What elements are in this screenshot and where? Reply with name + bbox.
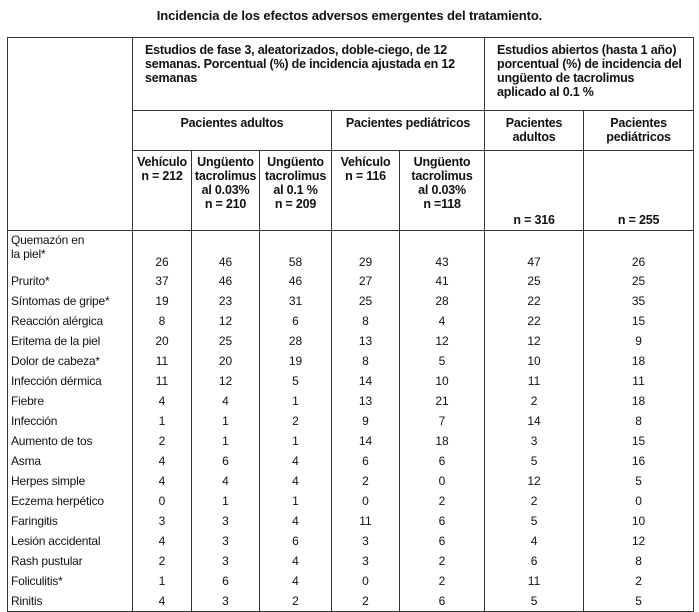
table-cell: 18 [584, 391, 694, 411]
table-cell: 18 [584, 351, 694, 371]
table-cell: 5 [485, 591, 584, 612]
table-cell: 4 [133, 451, 192, 471]
subheader-open-adults [485, 111, 584, 151]
row-label-line: Aumento de tos [11, 434, 93, 448]
table-row [8, 431, 694, 451]
row-label-line: Herpes simple [11, 474, 86, 488]
table-row [8, 311, 694, 331]
table-cell: 6 [192, 571, 260, 591]
table-cell: 2 [400, 551, 485, 571]
table-cell: 6 [485, 551, 584, 571]
row-label-line: Eritema de la piel [11, 334, 101, 348]
table-cell: 28 [400, 291, 485, 311]
table-cell: 4 [192, 471, 260, 491]
table-cell: 6 [400, 531, 485, 551]
table-cell: 4 [260, 551, 332, 571]
table-cell: 4 [133, 531, 192, 551]
table-cell: 19 [133, 291, 192, 311]
table-cell: 2 [485, 491, 584, 511]
table-cell: 4 [260, 451, 332, 471]
table-cell: 14 [332, 371, 400, 391]
row-label-line: Rinitis [11, 594, 43, 608]
table-cell: 26 [133, 231, 192, 272]
table-cell: 12 [485, 331, 584, 351]
table-cell: 22 [485, 311, 584, 331]
table-cell: 20 [133, 331, 192, 351]
table-cell: 29 [332, 231, 400, 272]
table-cell: 0 [400, 471, 485, 491]
table-cell: 3 [192, 531, 260, 551]
table-row [8, 571, 694, 591]
table-cell: 3 [192, 511, 260, 531]
row-label [8, 311, 133, 331]
table-row [8, 371, 694, 391]
table-cell: 1 [192, 491, 260, 511]
table-cell: 1 [260, 491, 332, 511]
column-header-line: tacrolimus [194, 169, 257, 183]
table-row [8, 511, 694, 531]
subheader-open-pediatric [584, 111, 694, 151]
column-header-line: n =118 [423, 197, 461, 211]
column-header-line: Vehículo [137, 155, 187, 169]
row-label-line: Quemazón en [11, 233, 85, 247]
table-cell: 8 [584, 411, 694, 431]
table-cell: 0 [133, 491, 192, 511]
table-cell: 10 [584, 511, 694, 531]
group-header-open: Estudios abiertos (hasta 1 año) porcentual (%) de incidencia del ungüento de tacrolimus aplicado al 0.1 % [485, 38, 694, 111]
row-label-line: Eczema herpético [11, 494, 104, 508]
table-cell: 2 [400, 491, 485, 511]
table-cell: 19 [260, 351, 332, 371]
table-cell: 6 [400, 511, 485, 531]
adverse-effects-table [7, 37, 694, 612]
table-cell: 43 [400, 231, 485, 272]
column-header [485, 151, 584, 231]
row-label-line: Rash pustular [11, 554, 83, 568]
row-label [8, 551, 133, 571]
table-cell: 6 [260, 311, 332, 331]
row-label [8, 291, 133, 311]
column-header-line: Ungüento [197, 155, 254, 169]
column-header [584, 151, 694, 231]
table-cell: 6 [192, 451, 260, 471]
subheader-open-adults-line2: adultos [512, 130, 556, 144]
table-cell: 11 [332, 511, 400, 531]
column-header-line: Ungüento [413, 155, 471, 169]
table-row [8, 491, 694, 511]
table-cell: 5 [485, 451, 584, 471]
column-header-line: Vehículo [340, 155, 391, 169]
table-cell: 4 [260, 571, 332, 591]
table-cell: 4 [485, 531, 584, 551]
column-header-line: n = 255 [617, 213, 660, 227]
table-cell: 18 [400, 431, 485, 451]
table-cell: 12 [192, 371, 260, 391]
row-label [8, 371, 133, 391]
table-cell: 5 [584, 591, 694, 612]
column-header-line: tacrolimus [264, 169, 327, 183]
table-cell: 2 [400, 571, 485, 591]
subheader-adults: Pacientes adultos [133, 111, 332, 151]
row-label-line: Prurito* [11, 274, 50, 288]
table-row [8, 391, 694, 411]
table-cell: 9 [584, 331, 694, 351]
table-cell: 4 [260, 471, 332, 491]
table-cell: 8 [332, 311, 400, 331]
column-header [332, 151, 400, 231]
table-cell: 11 [485, 571, 584, 591]
column-header-line: n = 210 [204, 197, 247, 211]
row-label [8, 431, 133, 451]
table-cell: 46 [260, 271, 332, 291]
table-cell: 4 [400, 311, 485, 331]
column-header [260, 151, 332, 231]
row-label [8, 451, 133, 471]
table-cell: 4 [192, 391, 260, 411]
table-cell: 46 [192, 271, 260, 291]
row-label-line: Dolor de cabeza* [11, 354, 100, 368]
row-label-line: Reacción alérgica [11, 314, 103, 328]
table-cell: 6 [332, 451, 400, 471]
row-label-line: Asma [11, 454, 41, 468]
table-cell: 3 [332, 531, 400, 551]
row-label-line: la piel* [11, 247, 46, 261]
table-cell: 5 [584, 471, 694, 491]
table-cell: 2 [260, 591, 332, 612]
table-cell: 5 [260, 371, 332, 391]
table-cell: 11 [133, 371, 192, 391]
row-label [8, 351, 133, 371]
table-cell: 4 [260, 511, 332, 531]
column-header-line: n = 316 [513, 213, 555, 227]
table-cell: 58 [260, 231, 332, 272]
table-row [8, 271, 694, 291]
row-label [8, 511, 133, 531]
row-label-line: Faringitis [11, 514, 58, 528]
subheader-open-adults-line1: Pacientes [505, 116, 563, 130]
table-row [8, 291, 694, 311]
table-cell: 12 [485, 471, 584, 491]
table-cell: 8 [332, 351, 400, 371]
table-cell: 5 [400, 351, 485, 371]
subheader-open-pediatric-line1: Pacientes [610, 116, 667, 130]
table-cell: 25 [332, 291, 400, 311]
subheader-pediatric: Pacientes pediátricos [332, 111, 485, 151]
table-cell: 3 [192, 591, 260, 612]
table-cell: 23 [192, 291, 260, 311]
row-label [8, 471, 133, 491]
row-label [8, 591, 133, 612]
table-cell: 1 [192, 431, 260, 451]
table-row [8, 551, 694, 571]
row-label-line: Lesión accidental [11, 534, 101, 548]
table-cell: 41 [400, 271, 485, 291]
row-label-line: Foliculitis* [11, 574, 63, 588]
row-label [8, 231, 133, 272]
table-cell: 6 [400, 451, 485, 471]
table-cell: 11 [485, 371, 584, 391]
table-cell: 1 [133, 571, 192, 591]
row-label-line: Fiebre [11, 394, 44, 408]
table-row [8, 591, 694, 612]
table-cell: 12 [192, 311, 260, 331]
table-row [8, 331, 694, 351]
table-cell: 2 [133, 431, 192, 451]
table-cell: 27 [332, 271, 400, 291]
column-header [133, 151, 192, 231]
row-label [8, 411, 133, 431]
column-header-line: Ungüento [267, 155, 324, 169]
table-row [8, 531, 694, 551]
table-cell: 10 [485, 351, 584, 371]
subheader-open-pediatric-line2: pediátricos [606, 130, 671, 144]
column-header-line: tacrolimus [411, 169, 473, 183]
table-cell: 31 [260, 291, 332, 311]
table-cell: 8 [133, 311, 192, 331]
table-cell: 11 [584, 371, 694, 391]
table-cell: 4 [133, 471, 192, 491]
table-cell: 25 [584, 271, 694, 291]
table-cell: 2 [332, 591, 400, 612]
group-header-phase3: Estudios de fase 3, aleatorizados, doble-ciego, de 12 semanas. Porcentual (%) de incidencia ajustada en 12 semanas [133, 38, 485, 111]
column-header [400, 151, 485, 231]
column-header-line: al 0.03% [201, 183, 250, 197]
table-cell: 7 [400, 411, 485, 431]
table-cell: 21 [400, 391, 485, 411]
table-cell: 25 [192, 331, 260, 351]
table-cell: 6 [260, 531, 332, 551]
table-cell: 14 [485, 411, 584, 431]
row-label [8, 391, 133, 411]
table-cell: 47 [485, 231, 584, 272]
table-cell: 3 [332, 551, 400, 571]
table-row [8, 471, 694, 491]
table-row [8, 411, 694, 431]
table-cell: 2 [133, 551, 192, 571]
table-row [8, 451, 694, 471]
table-cell: 25 [485, 271, 584, 291]
row-label [8, 331, 133, 351]
table-cell: 11 [133, 351, 192, 371]
column-header-line: al 0.1 % [273, 183, 318, 197]
table-cell: 4 [133, 391, 192, 411]
table-cell: 2 [332, 471, 400, 491]
table-cell: 10 [400, 371, 485, 391]
column-header-line: n = 212 [141, 169, 183, 183]
table-cell: 12 [400, 331, 485, 351]
table-cell: 28 [260, 331, 332, 351]
table-cell: 1 [133, 411, 192, 431]
page-title: Incidencia de los efectos adversos emergentes del tratamiento. [156, 8, 543, 23]
column-header-line: n = 209 [274, 197, 317, 211]
table-cell: 13 [332, 331, 400, 351]
row-label [8, 531, 133, 551]
table-cell: 0 [332, 491, 400, 511]
table-cell: 12 [584, 531, 694, 551]
row-label-line: Infección [11, 414, 58, 428]
table-cell: 37 [133, 271, 192, 291]
table-cell: 14 [332, 431, 400, 451]
table-cell: 1 [260, 391, 332, 411]
table-cell: 8 [584, 551, 694, 571]
table-cell: 16 [584, 451, 694, 471]
row-label-line: Infección dérmica [11, 374, 102, 388]
table-cell: 3 [192, 551, 260, 571]
table-cell: 2 [485, 391, 584, 411]
table-cell: 9 [332, 411, 400, 431]
table-cell: 5 [485, 511, 584, 531]
table-cell: 3 [133, 511, 192, 531]
table-cell: 3 [485, 431, 584, 451]
column-header [192, 151, 260, 231]
column-header-line: al 0.03% [418, 183, 466, 197]
table-cell: 15 [584, 431, 694, 451]
table-cell: 46 [192, 231, 260, 272]
table-cell: 0 [332, 571, 400, 591]
table-cell: 4 [133, 591, 192, 612]
table-cell: 6 [400, 591, 485, 612]
table-row [8, 351, 694, 371]
table-cell: 1 [192, 411, 260, 431]
row-label [8, 571, 133, 591]
table-cell: 0 [584, 491, 694, 511]
table-cell: 20 [192, 351, 260, 371]
table-row [8, 231, 694, 272]
row-label [8, 491, 133, 511]
table-cell: 2 [260, 411, 332, 431]
table-cell: 1 [260, 431, 332, 451]
table-cell: 35 [584, 291, 694, 311]
column-header-line: n = 116 [345, 169, 386, 183]
table-cell: 15 [584, 311, 694, 331]
table-cell: 2 [584, 571, 694, 591]
row-label-line: Síntomas de gripe* [11, 294, 110, 308]
corner-cell [8, 38, 133, 231]
table-cell: 22 [485, 291, 584, 311]
table-cell: 26 [584, 231, 694, 272]
table-cell: 13 [332, 391, 400, 411]
row-label [8, 271, 133, 291]
